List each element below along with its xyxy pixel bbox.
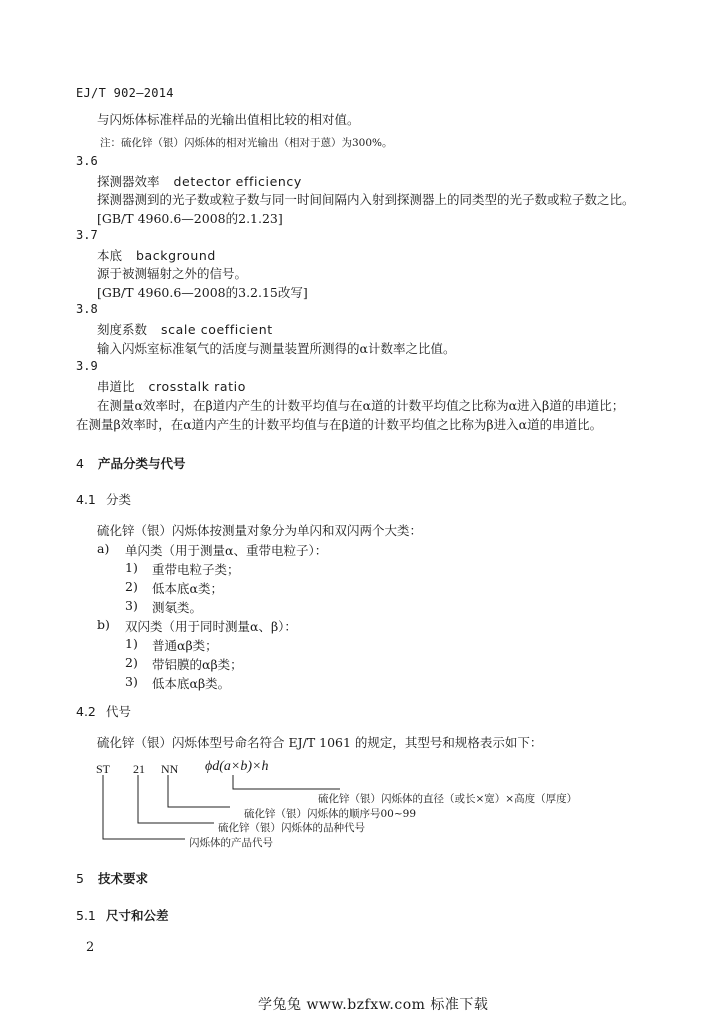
section-number: 5	[76, 871, 84, 886]
sublist-item: 测氡类。	[152, 600, 203, 615]
term-zh: 本底	[97, 248, 123, 263]
term-definition: 源于被测辐射之外的信号。	[97, 266, 248, 281]
sublist-number: 1)	[125, 560, 138, 575]
clause-number: 3.7	[76, 228, 98, 242]
list-label: a)	[97, 541, 110, 556]
term-reference: [GB/T 4960.6—2008的2.1.23]	[97, 211, 283, 226]
term-zh: 串道比	[97, 379, 135, 394]
term-en: detector efficiency	[173, 174, 302, 189]
size-formula: ϕd(a×b)×h	[205, 759, 269, 774]
section-number: 5.1	[76, 908, 96, 923]
term-zh: 刻度系数	[97, 322, 148, 337]
term-definition: 输入闪烁室标准氡气的活度与测量装置所测得的α计数率之比值。	[97, 341, 456, 356]
label-size: 硫化锌（银）闪烁体的直径（或长×宽）×高度（厚度）	[318, 793, 578, 805]
section-number: 4.2	[76, 704, 96, 719]
sublist-number: 3)	[125, 598, 138, 613]
paragraph: 硫化锌（银）闪烁体按测量对象分为单闪和双闪两个大类：	[97, 523, 423, 538]
term-definition-continued: 在测量β效率时，在α道内产生的计数平均值与在β道的计数平均值之比称为β进入α道的串道比。	[76, 417, 603, 432]
sublist-item: 低本底α类；	[152, 581, 223, 596]
bracket-line-variety	[138, 775, 214, 823]
section-number: 4.1	[76, 492, 96, 507]
page-number: 2	[86, 940, 95, 955]
term-zh: 探测器效率	[97, 174, 160, 189]
note: 注：硫化锌（银）闪烁体的相对光输出（相对于蒽）为300%。	[100, 137, 393, 149]
footer-watermark: 学兔兔 www.bzfxw.com 标准下载	[258, 997, 489, 1013]
bracket-line-size	[233, 775, 340, 789]
subsection-heading	[76, 906, 169, 924]
sublist-item: 普通αβ类；	[152, 638, 218, 653]
sublist-number: 1)	[125, 636, 138, 651]
term-en: crosstalk ratio	[148, 379, 246, 394]
code-21: 21	[133, 762, 145, 776]
term-en: scale coefficient	[161, 322, 273, 337]
section-heading	[76, 869, 148, 887]
term-definition: 探测器测到的光子数或粒子数与同一时间间隔内入射到探测器上的同类型的光子数或粒子数之比。	[97, 192, 635, 207]
sublist-number: 3)	[125, 674, 138, 689]
clause-number: 3.8	[76, 302, 98, 316]
code-st: ST	[96, 762, 111, 776]
standard-code: EJ/T 902—2014	[76, 86, 174, 100]
term-definition: 在测量α效率时，在β道内产生的计数平均值与在α道的计数平均值之比称为α进入β道的串道比；	[97, 398, 625, 413]
sublist-item: 重带电粒子类；	[152, 562, 240, 577]
section-title: 产品分类与代号	[98, 456, 186, 471]
sublist-number: 2)	[125, 655, 138, 670]
list-label: b)	[97, 617, 110, 632]
clause-number: 3.6	[76, 154, 98, 168]
section-title: 尺寸和公差	[106, 908, 169, 923]
sublist-item: 低本底αβ类。	[152, 676, 231, 691]
label-sequence: 硫化锌（银）闪烁体的顺序号00~99	[244, 808, 417, 820]
list-item: 单闪类（用于测量α、重带电粒子）：	[125, 543, 328, 558]
sublist-item: 带铝膜的αβ类；	[152, 657, 243, 672]
list-item: 双闪类（用于同时测量α、β）：	[125, 619, 297, 634]
section-title: 技术要求	[98, 871, 149, 886]
code-nn: NN	[161, 762, 179, 776]
clause-number: 3.9	[76, 359, 98, 373]
label-variety: 硫化锌（银）闪烁体的品种代号	[218, 822, 365, 834]
label-product: 闪烁体的产品代号	[189, 837, 273, 849]
section-number: 4	[76, 456, 84, 471]
section-title: 代号	[106, 704, 132, 719]
term-en: background	[136, 248, 216, 263]
sublist-number: 2)	[125, 579, 138, 594]
continuation-text: 与闪烁体标准样品的光输出值相比较的相对值。	[97, 112, 360, 127]
term-reference: [GB/T 4960.6—2008的3.2.15改写]	[97, 285, 308, 300]
bracket-line-sequence	[168, 775, 230, 807]
paragraph: 硫化锌（银）闪烁体型号命名符合 EJ/T 1061 的规定，其型号和规格表示如下：	[97, 735, 543, 750]
section-title: 分类	[106, 492, 132, 507]
